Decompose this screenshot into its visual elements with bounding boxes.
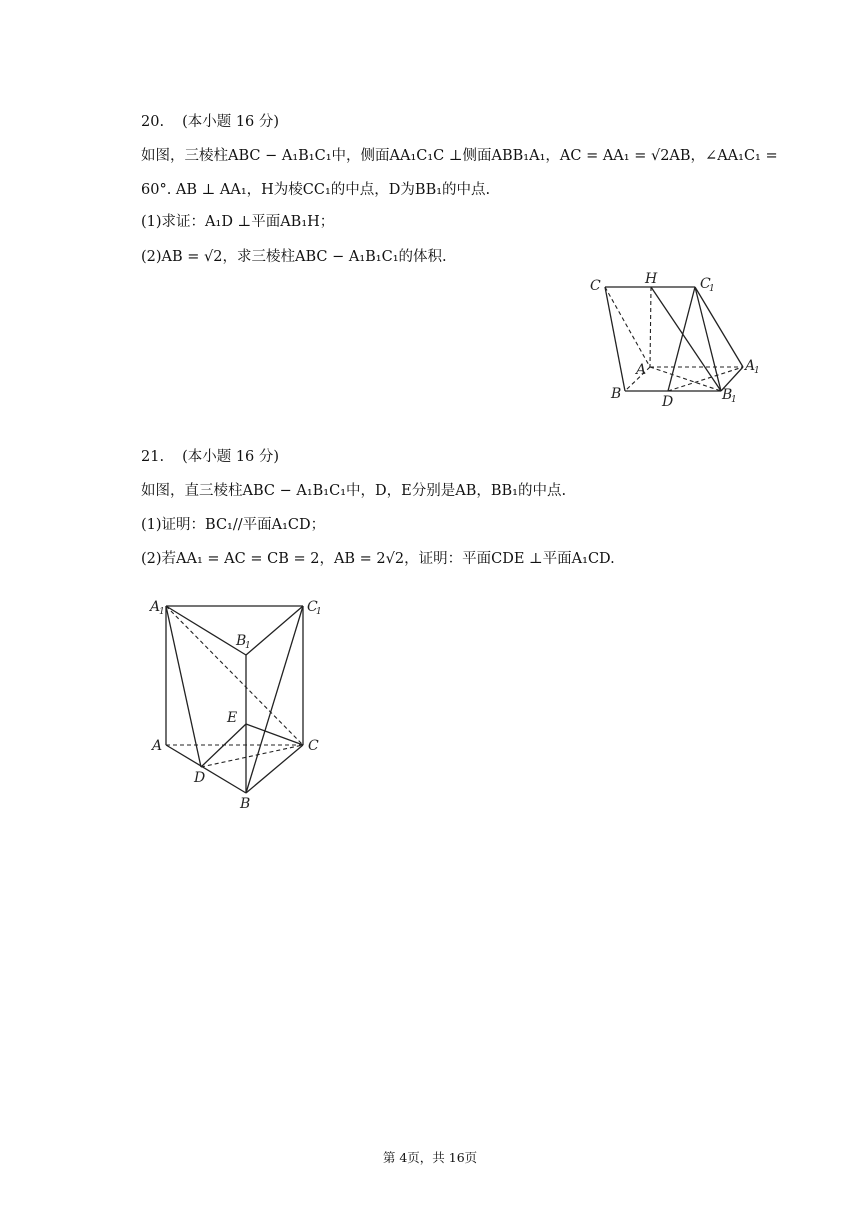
- q20-header: (本小题 16 分): [182, 114, 280, 130]
- q20-label-B1-sub: 1: [731, 395, 737, 405]
- q21-label-B1: B: [236, 633, 247, 649]
- q20-figure: [585, 270, 765, 410]
- q21-part2: (2)若AA₁ = AC = CB = 2，AB = 2√2，证明：平面CDE ⊥平面A₁CD.: [141, 551, 615, 567]
- q21-number: 21.: [141, 449, 165, 465]
- q21-label-C1-sub: 1: [316, 607, 322, 617]
- q20-label-B: B: [611, 386, 622, 402]
- q20-label-C: C: [590, 278, 601, 294]
- q21-label-B1-sub: 1: [245, 641, 251, 651]
- q20-label-C1: C: [700, 276, 711, 292]
- page-footer: 第 4页，共 16页: [382, 1150, 478, 1165]
- q21-label-D: D: [194, 770, 206, 786]
- q20-part2: (2)AB = √2，求三棱柱ABC − A₁B₁C₁的体积.: [141, 249, 447, 265]
- q21-label-C: C: [308, 738, 319, 754]
- q20-number: 20.: [141, 114, 165, 130]
- q21-label-C1: C: [307, 599, 318, 615]
- q20-label-A1-sub: 1: [754, 366, 760, 376]
- q21-part1: (1)证明：BC₁//平面A₁CD；: [141, 517, 326, 533]
- q21-header: (本小题 16 分): [182, 449, 280, 465]
- q21-label-A: A: [152, 738, 163, 754]
- q20-text-line2: 60°. AB ⊥ AA₁，H为棱CC₁的中点，D为BB₁的中点.: [141, 182, 491, 198]
- q21-heading: [141, 447, 279, 467]
- q20-label-B1: B: [722, 387, 733, 403]
- q21-label-E: E: [227, 710, 238, 726]
- q21-label-A1: A: [150, 599, 161, 615]
- q20-heading: [141, 112, 279, 132]
- q20-label-H: H: [645, 271, 658, 287]
- q20-part1: (1)求证：A₁D ⊥平面AB₁H；: [141, 214, 335, 230]
- q21-label-B: B: [240, 796, 251, 812]
- q20-label-A1: A: [745, 358, 756, 374]
- q20-label-D: D: [662, 394, 674, 410]
- q20-label-C1-sub: 1: [709, 284, 715, 294]
- q20-text-line1: 如图，三棱柱ABC − A₁B₁C₁中，侧面AA₁C₁C ⊥侧面ABB₁A₁，AC = AA₁ = √2AB，∠AA₁C₁ =: [141, 148, 778, 164]
- q21-label-A1-sub: 1: [159, 607, 165, 617]
- q21-text-line1: 如图，直三棱柱ABC − A₁B₁C₁中，D，E分别是AB，BB₁的中点.: [141, 483, 567, 499]
- q21-figure: [140, 595, 340, 815]
- q20-label-A: A: [636, 362, 647, 378]
